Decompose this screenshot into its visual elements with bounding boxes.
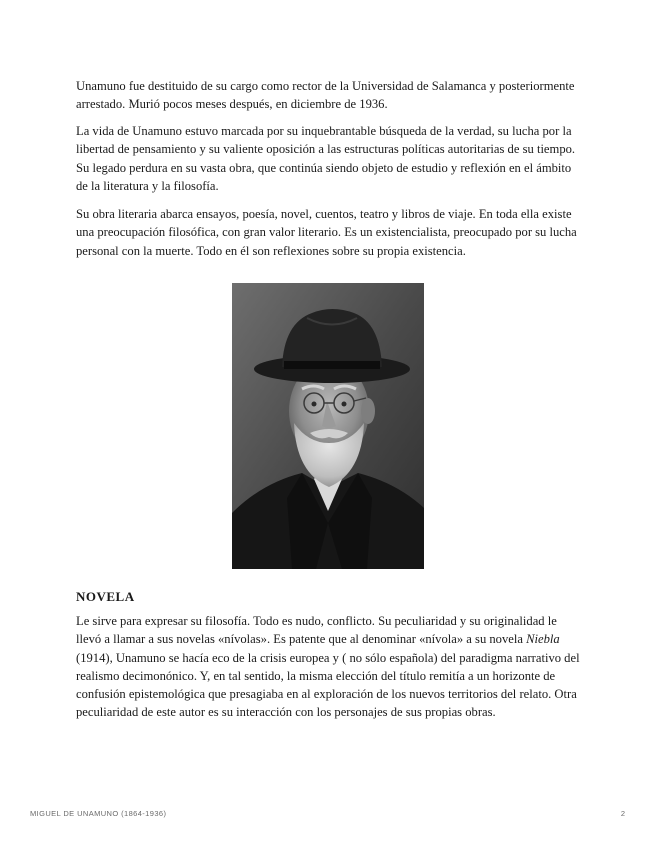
portrait-photo xyxy=(232,283,424,569)
section-heading-novela: NOVELA xyxy=(76,589,135,604)
paragraph-legacy: La vida de Unamuno estuvo marcada por su inquebrantable búsqueda de la verdad, su lucha por la libertad de pensamiento y su valiente oposición a las estructuras políticas autoritarias de su tiempo. Su legado perdura en su vasta obra, que continúa siendo objeto de estudio y reflexión en el ámbito de la literatura y la filosofía. xyxy=(76,124,576,193)
footer-title: MIGUEL DE UNAMUNO (1864-1936) xyxy=(30,809,167,818)
paragraph-novela xyxy=(76,612,581,722)
paragraph-arrest: Unamuno fue destituido de su cargo como rector de la Universidad de Salamanca y posteriormente arrestado. Murió pocos meses después, en diciembre de 1936. xyxy=(76,79,575,112)
paragraph-novela-part1: Le sirve para expresar su filosofía. Todo es nudo, conflicto. Su peculiaridad y su originalidad le llevó a llamar a sus novelas «nívolas». Es patente que al denominar «nívola» a su novela xyxy=(76,614,557,647)
paragraph-literary-work: Su obra literaria abarca ensayos, poesía, novel, cuentos, teatro y libros de viaje. En toda ella existe una preocupación filosófica, con gran valor literario. Es un existencialista, preocupado por su lucha personal con la muerte. Todo en él son reflexiones sobre su propia existencia. xyxy=(76,207,577,258)
page-number: 2 xyxy=(620,809,625,818)
niebla-title: Niebla xyxy=(526,632,560,647)
paragraph-novela-part2: (1914), Unamuno se hacía eco de la crisis europea y ( no sólo española) del paradigma narrativo del realismo decimonónico. Y, en tal sentido, la misma elección del título remitía a un horizonte de confusión epistemológica que presagiaba en al exploración de los nuevos territorios del relato. Otra peculiaridad de este autor es su interacción con los personajes de sus propias obras. xyxy=(76,650,580,720)
